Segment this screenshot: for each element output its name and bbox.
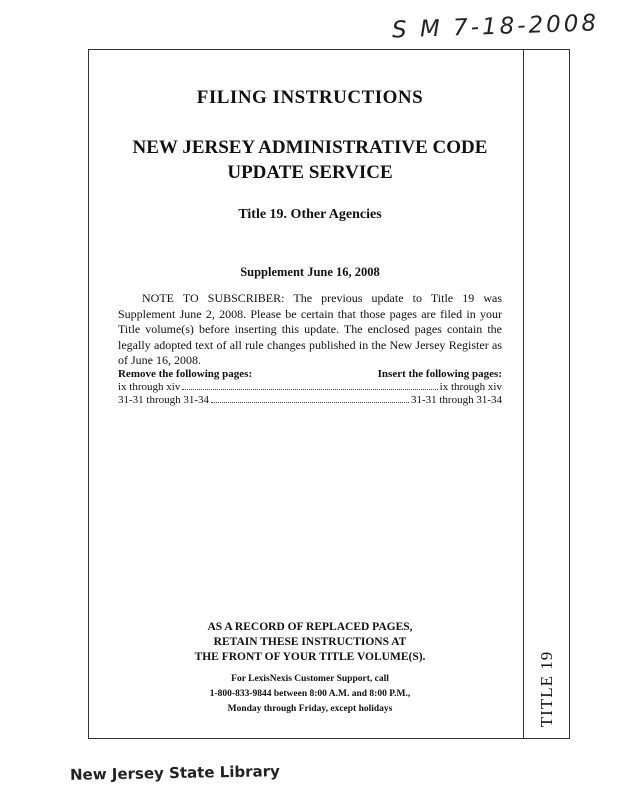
insert-pages: ix through xiv	[439, 381, 502, 393]
pages-table	[118, 368, 502, 407]
record-notice-line3: THE FRONT OF YOUR TITLE VOLUME(S).	[194, 651, 426, 663]
insert-pages: 31-31 through 31-34	[410, 394, 502, 406]
dot-leader	[182, 388, 437, 390]
side-tab	[523, 49, 570, 739]
supplement-date: Supplement June 16, 2008	[240, 265, 380, 279]
title-number: Title 19. Other Agencies	[238, 207, 382, 222]
record-notice-line1: AS A RECORD OF REPLACED PAGES,	[207, 621, 413, 633]
library-stamp: New Jersey State Library	[69, 762, 281, 784]
remove-pages: ix through xiv	[118, 381, 181, 393]
insert-header: Insert the following pages:	[377, 368, 502, 380]
support-line3: Monday through Friday, except holidays	[227, 704, 393, 714]
table-row	[118, 394, 502, 407]
support-line1: For LexisNexis Customer Support, call	[231, 674, 389, 684]
scan-mark	[569, 195, 570, 235]
scan-mark	[569, 620, 570, 650]
subscriber-note: NOTE TO SUBSCRIBER: The previous update to Title 19 was Supplement June 2, 2008. Please be certain that those pages are filed in your Title volume(s) before inserting this update. The enclosed pages contain the legally adopted text of all rule changes published in the New Jersey Register as of June 16, 2008.	[118, 291, 502, 367]
scan-mark	[569, 560, 570, 590]
table-row	[118, 381, 502, 394]
code-title-line1: NEW JERSEY ADMINISTRATIVE CODE	[132, 137, 488, 158]
remove-pages: 31-31 through 31-34	[118, 394, 210, 406]
side-tab-label: TITLE 19	[537, 650, 556, 728]
pages-table-header	[118, 368, 502, 381]
page-title: FILING INSTRUCTIONS	[196, 87, 424, 108]
scan-mark	[569, 150, 570, 162]
support-line2: 1-800-833-9844 between 8:00 A.M. and 8:00 P.M.,	[209, 689, 411, 699]
record-notice	[118, 620, 502, 665]
code-title	[118, 135, 502, 185]
support-info	[118, 672, 502, 717]
scan-mark	[569, 700, 570, 720]
code-title-line2: UPDATE SERVICE	[227, 162, 393, 183]
record-notice-line2: RETAIN THESE INSTRUCTIONS AT	[213, 636, 407, 648]
dot-leader	[211, 401, 409, 403]
handwritten-note: S M 7-18-2008	[391, 10, 600, 44]
remove-header: Remove the following pages:	[118, 368, 253, 380]
